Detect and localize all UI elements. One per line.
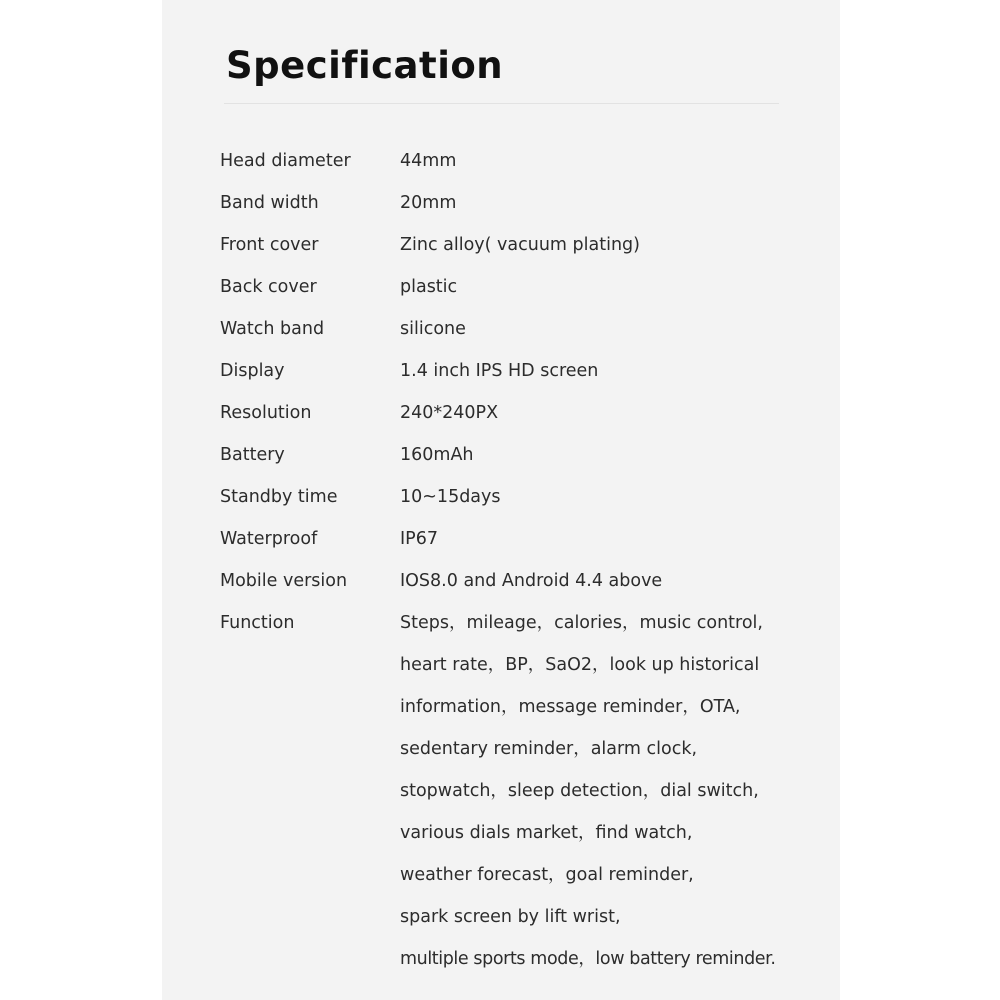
page-title: Specification [226,44,504,87]
spec-value: plastic [400,277,458,297]
spec-row-back-cover [220,266,840,308]
spec-row-battery [220,434,840,476]
spec-value: 44mm [400,151,457,171]
spec-value: 160mAh [400,445,474,465]
spec-label: Function [220,613,295,633]
spec-label: Watch band [220,319,325,339]
function-line: heart rate，BP，SaO2，look up historical [400,655,760,675]
spec-label: Back cover [220,277,317,297]
spec-value: 10~15days [400,487,501,507]
function-line: various dials market，find watch, [400,823,693,843]
function-value [400,602,840,980]
spec-label: Band width [220,193,319,213]
spec-label: Standby time [220,487,338,507]
spec-row-waterproof [220,518,840,560]
spec-row-front-cover [220,224,840,266]
function-line: weather forecast，goal reminder, [400,865,694,885]
spec-value: 1.4 inch IPS HD screen [400,361,599,381]
spec-row-standby-time [220,476,840,518]
spec-row-resolution [220,392,840,434]
spec-row-display [220,350,840,392]
spec-label: Mobile version [220,571,348,591]
function-line: multiple sports mode，low battery reminder. [400,949,776,969]
spec-label: Resolution [220,403,312,423]
spec-value: silicone [400,319,466,339]
function-line: sedentary reminder，alarm clock, [400,739,698,759]
spec-row-mobile-version [220,560,840,602]
spec-row-watch-band [220,308,840,350]
spec-table [220,140,840,980]
spec-label: Waterproof [220,529,318,549]
title-divider [224,103,779,104]
spec-label: Battery [220,445,285,465]
spec-row-head-diameter [220,140,840,182]
spec-label: Head diameter [220,151,351,171]
spec-label: Display [220,361,285,381]
function-line: stopwatch，sleep detection，dial switch, [400,781,759,801]
spec-label: Front cover [220,235,319,255]
function-line: information，message reminder，OTA, [400,697,741,717]
spec-row-function [220,602,840,980]
spec-value: 20mm [400,193,457,213]
spec-value: 240*240PX [400,403,499,423]
function-line: Steps，mileage，calories，music control, [400,613,763,633]
spec-value: IOS8.0 and Android 4.4 above [400,571,663,591]
function-line: spark screen by lift wrist, [400,907,621,927]
spec-value: Zinc alloy( vacuum plating) [400,235,640,255]
spec-row-band-width [220,182,840,224]
spec-value: IP67 [400,529,438,549]
